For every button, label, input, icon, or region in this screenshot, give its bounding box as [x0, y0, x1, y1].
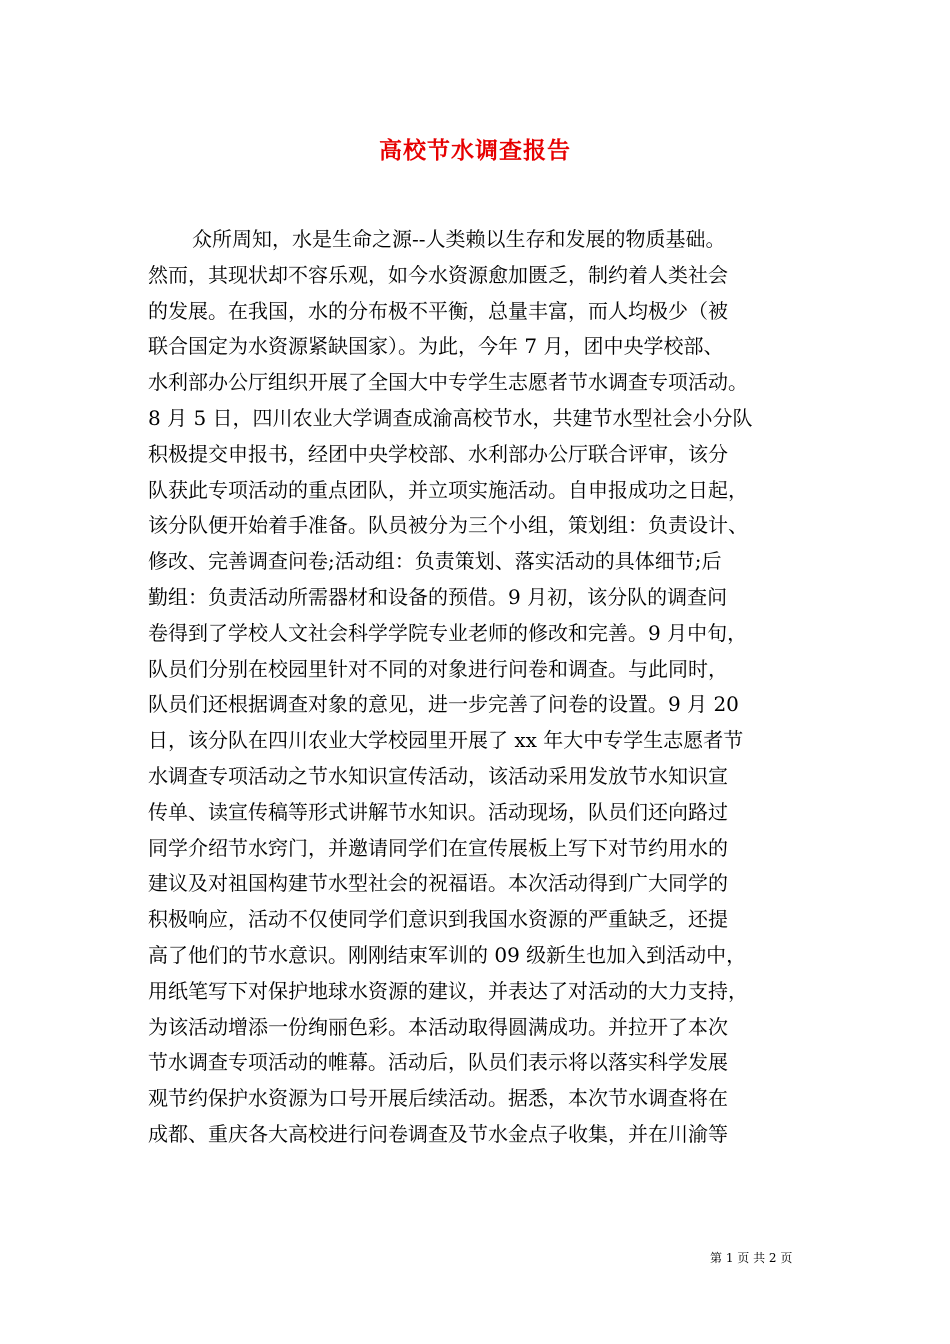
paragraph-line: 修改、完善调查问卷;活动组：负责策划、落实活动的具体细节;后 [148, 549, 722, 574]
paragraph-line: 同学介绍节水窍门，并邀请同学们在宣传展板上写下对节约用水的 [148, 835, 728, 860]
paragraph-line: 日，该分队在四川农业大学校园里开展了 xx 年大中专学生志愿者节 [148, 728, 744, 753]
page-number-footer: 第 1 页 共 2 页 [710, 1251, 793, 1265]
paragraph-line: 建议及对祖国构建节水型社会的祝福语。本次活动得到广大同学的 [148, 871, 728, 896]
paragraph-line: 积极响应，活动不仅使同学们意识到我国水资源的严重缺乏，还提 [148, 907, 728, 932]
paragraph-line: 高了他们的节水意识。刚刚结束军训的 09 级新生也加入到活动中， [148, 942, 747, 967]
paragraph-line: 为该活动增添一份绚丽色彩。本活动取得圆满成功。并拉开了本次 [148, 1014, 728, 1039]
paragraph-line: 队员们分别在校园里针对不同的对象进行问卷和调查。与此同时， [148, 656, 728, 681]
paragraph-line: 用纸笔写下对保护地球水资源的建议，并表达了对活动的大力支持， [148, 978, 748, 1003]
paragraph-line: 积极提交申报书，经团中央学校部、水利部办公厅联合评审，该分 [148, 441, 728, 466]
paragraph-line: 水调查专项活动之节水知识宣传活动，该活动采用发放节水知识宣 [148, 763, 728, 788]
paragraph-line: 然而，其现状却不容乐观，如今水资源愈加匮乏，制约着人类社会 [148, 262, 728, 287]
paragraph-line: 8 月 5 日，四川农业大学调查成渝高校节水，共建节水型社会小分队 [148, 405, 753, 430]
body-paragraph [148, 222, 808, 1153]
paragraph-line: 队员们还根据调查对象的意见，进一步完善了问卷的设置。9 月 20 [148, 692, 739, 717]
paragraph-line: 卷得到了学校人文社会科学学院专业老师的修改和完善。9 月中旬， [148, 620, 748, 645]
paragraph-line: 该分队便开始着手准备。队员被分为三个小组，策划组：负责设计、 [148, 513, 748, 538]
paragraph-line: 传单、读宣传稿等形式讲解节水知识。活动现场，队员们还向路过 [148, 799, 728, 824]
paragraph-line: 联合国定为水资源紧缺国家）。为此，今年 7 月，团中央学校部、 [148, 334, 724, 359]
paragraph-line: 节水调查专项活动的帷幕。活动后，队员们表示将以落实科学发展 [148, 1050, 728, 1075]
paragraph-line: 成都、重庆各大高校进行问卷调查及节水金点子收集，并在川渝等 [148, 1121, 728, 1146]
paragraph-line: 的发展。在我国，水的分布极不平衡，总量丰富，而人均极少（被 [148, 298, 728, 323]
paragraph-line: 观节约保护水资源为口号开展后续活动。据悉，本次节水调查将在 [148, 1086, 728, 1111]
paragraph-line: 水利部办公厅组织开展了全国大中专学生志愿者节水调查专项活动。 [148, 370, 748, 395]
paragraph-line: 勤组：负责活动所需器材和设备的预借。9 月初，该分队的调查问 [148, 584, 728, 609]
paragraph-line: 队获此专项活动的重点团队，并立项实施活动。自申报成功之日起， [148, 477, 748, 502]
paragraph-line: 众所周知，水是生命之源--人类赖以生存和发展的物质基础。 [192, 227, 726, 251]
page-title: 高校节水调查报告 [379, 137, 571, 164]
